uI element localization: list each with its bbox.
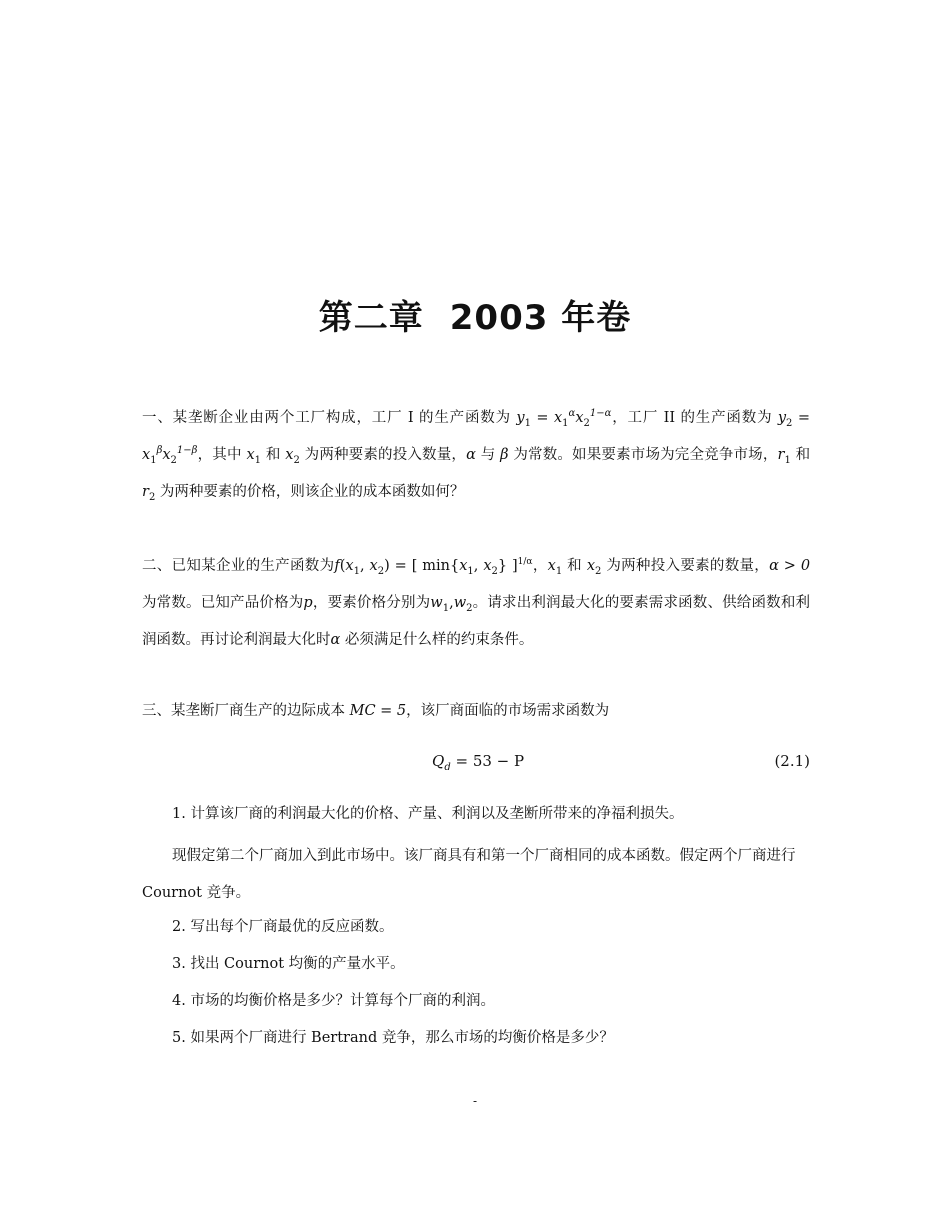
problem-3-intro: 三、某垄断厂商生产的边际成本 MC = 5，该厂商面临的市场需求函数为 <box>142 703 610 719</box>
continuation-paragraph: 现假定第二个厂商加入到此市场中。该厂商具有和第一个厂商相同的成本函数。假定两个厂商进行 Cournot 竞争。 <box>142 848 796 901</box>
chapter-title-cn: 第二章 <box>318 298 424 338</box>
page-marker: - <box>472 1094 478 1108</box>
equation-number: (2.1) <box>774 752 810 770</box>
question-1: 1. 计算该厂商的利润最大化的价格、产量、利润以及垄断所带来的净福利损失。 <box>172 806 684 822</box>
question-3: 3. 找出 Cournot 均衡的产量水平。 <box>172 956 405 972</box>
problem-2: 二、已知某企业的生产函数为$f(x_1$, $x_2$) = [ $\min\{x_1$, $x_2$} ]$^{1/\alpha}$，$x_1$ 和 $x_2$ 为两种投入要素的数量，α > 0 为常数。已知产品价格为p，要素价格分别为$w_1,w_2$。请求出利润最大化的要素需求函数、供给函数和利润函数。再讨论利润最大化时α 必须满足什么样的约束条件。 <box>142 557 811 648</box>
question-4: 4. 市场的均衡价格是多少？计算每个厂商的利润。 <box>172 993 495 1009</box>
problem-1: 一、某垄断企业由两个工厂构成，工厂 I 的生产函数为 $y_1 = x_1^\alpha x_2^{1-\alpha}$，工厂 II 的生产函数为 $y_2 = x_1^\beta x_2^{1-\beta}$，其中 $x_1$ 和 $x_2$ 为两种要素的投入数量，α 与 β 为常数。如果要素市场为完全竞争市场，$r_1$ 和 $r_2$ 为两种要素的价格，则该企业的成本函数如何？ <box>142 408 811 503</box>
question-2: 2. 写出每个厂商最优的反应函数。 <box>172 919 394 935</box>
chapter-title-year: 2003 年卷 <box>449 298 632 338</box>
equation-2-1: $Q_d = 53 - P$ (2.1) <box>432 752 810 773</box>
chapter-title <box>0 290 950 339</box>
question-5: 5. 如果两个厂商进行 Bertrand 竞争，那么市场的均衡价格是多少？ <box>172 1030 614 1046</box>
